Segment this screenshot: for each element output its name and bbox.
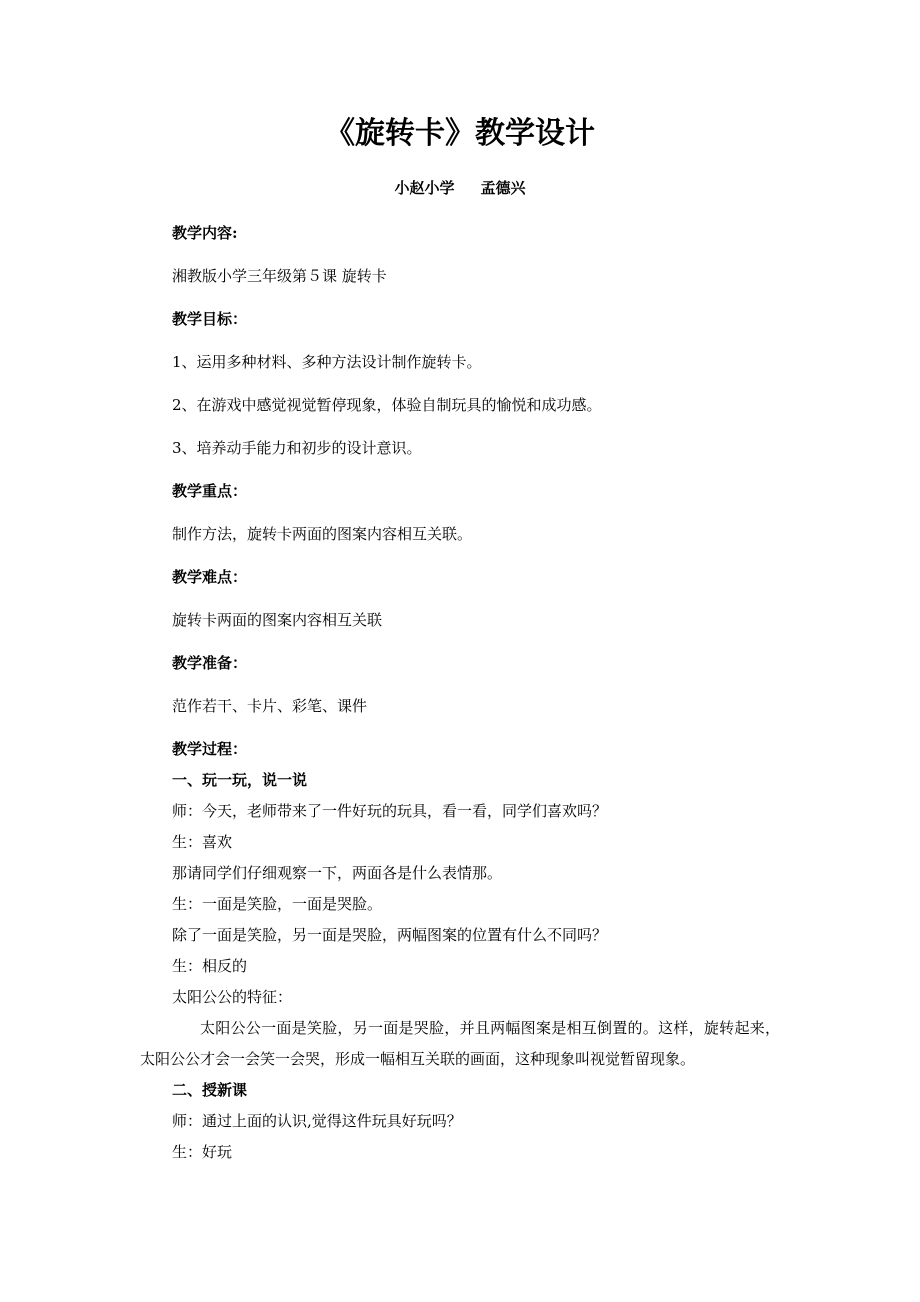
goal-item: 3、培养动手能力和初步的设计意识。 (172, 439, 422, 457)
dialogue-line: 生：好玩 (172, 1143, 233, 1161)
section-heading: 二、授新课 (172, 1081, 248, 1099)
difficulty-text: 旋转卡两面的图案内容相互关联 (172, 611, 383, 629)
goal-item: 2、在游戏中感觉视觉暂停现象，体验自制玩具的愉悦和成功感。 (172, 396, 602, 414)
dialogue-line: 除了一面是笑脸，另一面是哭脸，两幅图案的位置有什么不同吗？ (172, 926, 608, 944)
document-title: 《旋转卡》教学设计 (325, 116, 595, 151)
content-heading: 教学内容: (172, 224, 238, 242)
key-text: 制作方法，旋转卡两面的图案内容相互关联。 (172, 525, 473, 543)
dialogue-line: 那请同学们仔细观察一下，两面各是什么表情那。 (172, 864, 503, 882)
explanation-paragraph: 太阳公公一面是笑脸，另一面是哭脸，并且两幅图案是相互倒置的。这样，旋转起来，太阳公公才会一会笑一会哭，形成一幅相互关联的画面，这种现象叫视觉暂留现象。 (140, 1019, 780, 1068)
goals-heading: 教学目标： (172, 310, 248, 328)
section-heading: 一、玩一玩，说一说 (172, 771, 308, 789)
difficulty-heading: 教学难点： (172, 568, 248, 586)
process-heading: 教学过程： (172, 740, 248, 758)
dialogue-line: 太阳公公的特征： (172, 988, 293, 1006)
author-line: 小赵小学 孟德兴 (394, 179, 526, 197)
dialogue-line: 师：今天，老师带来了一件好玩的玩具，看一看，同学们喜欢吗？ (172, 802, 608, 820)
dialogue-line: 生：一面是笑脸，一面是哭脸。 (172, 895, 383, 913)
key-heading: 教学重点： (172, 482, 248, 500)
dialogue-line: 师：通过上面的认识,觉得这件玩具好玩吗？ (172, 1112, 462, 1130)
content-text: 湘教版小学三年级第５课 旋转卡 (172, 267, 387, 285)
dialogue-line: 生：相反的 (172, 957, 248, 975)
prep-text: 范作若干、卡片、彩笔、课件 (172, 697, 368, 715)
prep-heading: 教学准备： (172, 654, 248, 672)
goal-item: 1、运用多种材料、多种方法设计制作旋转卡。 (172, 353, 482, 371)
dialogue-line: 生：喜欢 (172, 833, 233, 851)
